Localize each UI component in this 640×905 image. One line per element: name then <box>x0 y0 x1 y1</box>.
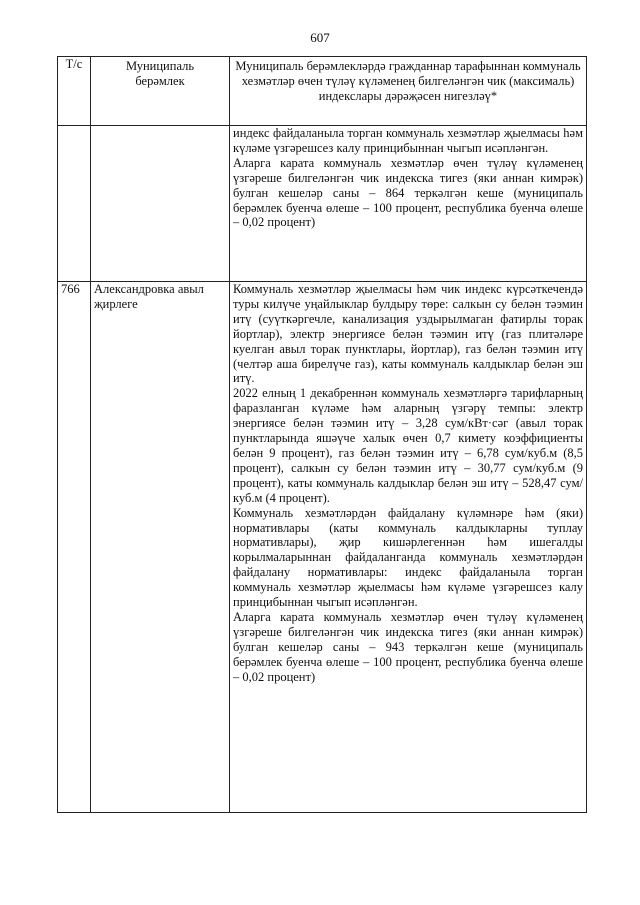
empty-municipality-cell <box>91 126 230 282</box>
header-municipality: Муниципаль берәмлек <box>91 57 230 126</box>
page-number: 607 <box>310 30 330 45</box>
municipality-name: Александровка авыл җирлеге <box>91 282 230 813</box>
table-row-continuation <box>58 126 587 282</box>
tariff-table <box>57 56 587 813</box>
paragraph: индекс файдаланыла торган коммуналь хезмәтләр җыелмасы һәм күләме үзгәрешсез калу принцибыннан чыгып исәпләнгән. <box>233 126 583 155</box>
row-number: 766 <box>58 282 91 813</box>
paragraph: Аларга карата коммуналь хезмәтләр өчен түләү күләменең үзгәреше билгеләнгән чик индекска тигез (яки аннан кимрәк) булган кешеләр саны – 943 теркәлгән кеше (муниципаль берәмлек буенча өлеше – 100 процент, республика буенча өлеше – 0,02 процент) <box>233 609 583 684</box>
table-header-row <box>58 57 587 126</box>
empty-number-cell <box>58 126 91 282</box>
paragraph: Коммуналь хезмәтләрдән файдалану күләмнәре һәм (яки) нормативлары (каты коммуналь калдыкларны туплау нормативлары), җир кишәрлегеннән һәм ишегалды корылмаларыннан файдаланганда коммуналь хезмәтләрдән файдалану нормативлары: индекс файдаланыла торган коммуналь хезмәтләр җыелмасы һәм күләме үзгәрешсез калу принцибыннан чыгып исәпләнгән. <box>233 505 583 610</box>
justification-cell-continued <box>230 126 587 282</box>
justification-cell <box>230 282 587 813</box>
paragraph: 2022 елның 1 декабреннән коммуналь хезмәтләргә тарифларның фаразланган күләме һәм аларның үзгәрү темпы: электр энергиясе белән тәэмин итү – 3,28 сум/кВт·сәг (авыл торак пунктларында яшәүче халык өчен 0,7 кимету коэффициенты белән 9 процент), газ белән тәэмин итү – 6,78 сум/куб.м (8,5 процент), салкын су белән тәэмин итү – 30,77 сум/куб.м (9 процент), каты коммуналь калдыклар белән эш итү – 528,47 сум/куб.м (4 процент). <box>233 386 583 505</box>
paragraph: Коммуналь хезмәтләр җыелмасы һәм чик индекс күрсәткечендә туры килүче уңайлыклар булдыру төре: салкын су белән тәэмин итү (суүткәргечле, канализация уздырылмаган фатирлы торак йортлар), электр энергиясе белән тәэмин итү (газ плитәләре куелган авыл торак пунктлары, йортлар), газ белән тәэмин итү (челтәр аша бирелүче газ), каты коммуналь калдыклар белән эш итү. <box>233 282 583 386</box>
header-number: Т/с <box>58 57 91 126</box>
table-row-766 <box>58 282 587 813</box>
paragraph: Аларга карата коммуналь хезмәтләр өчен түләү күләменең үзгәреше билгеләнгән чик индекска тигез (яки аннан кимрәк) булган кешеләр саны – 864 теркәлгән кеше (муниципаль берәмлек буенча өлеше – 100 процент, республика буенча өлеше – 0,02 процент) <box>233 155 583 230</box>
header-justification: Муниципаль берәмлекләрдә гражданнар тарафыннан коммуналь хезмәтләр өчен түләү күләменең билгеләнгән чик (максималь) индекслары дәрәҗәсен нигезләү* <box>230 57 587 126</box>
